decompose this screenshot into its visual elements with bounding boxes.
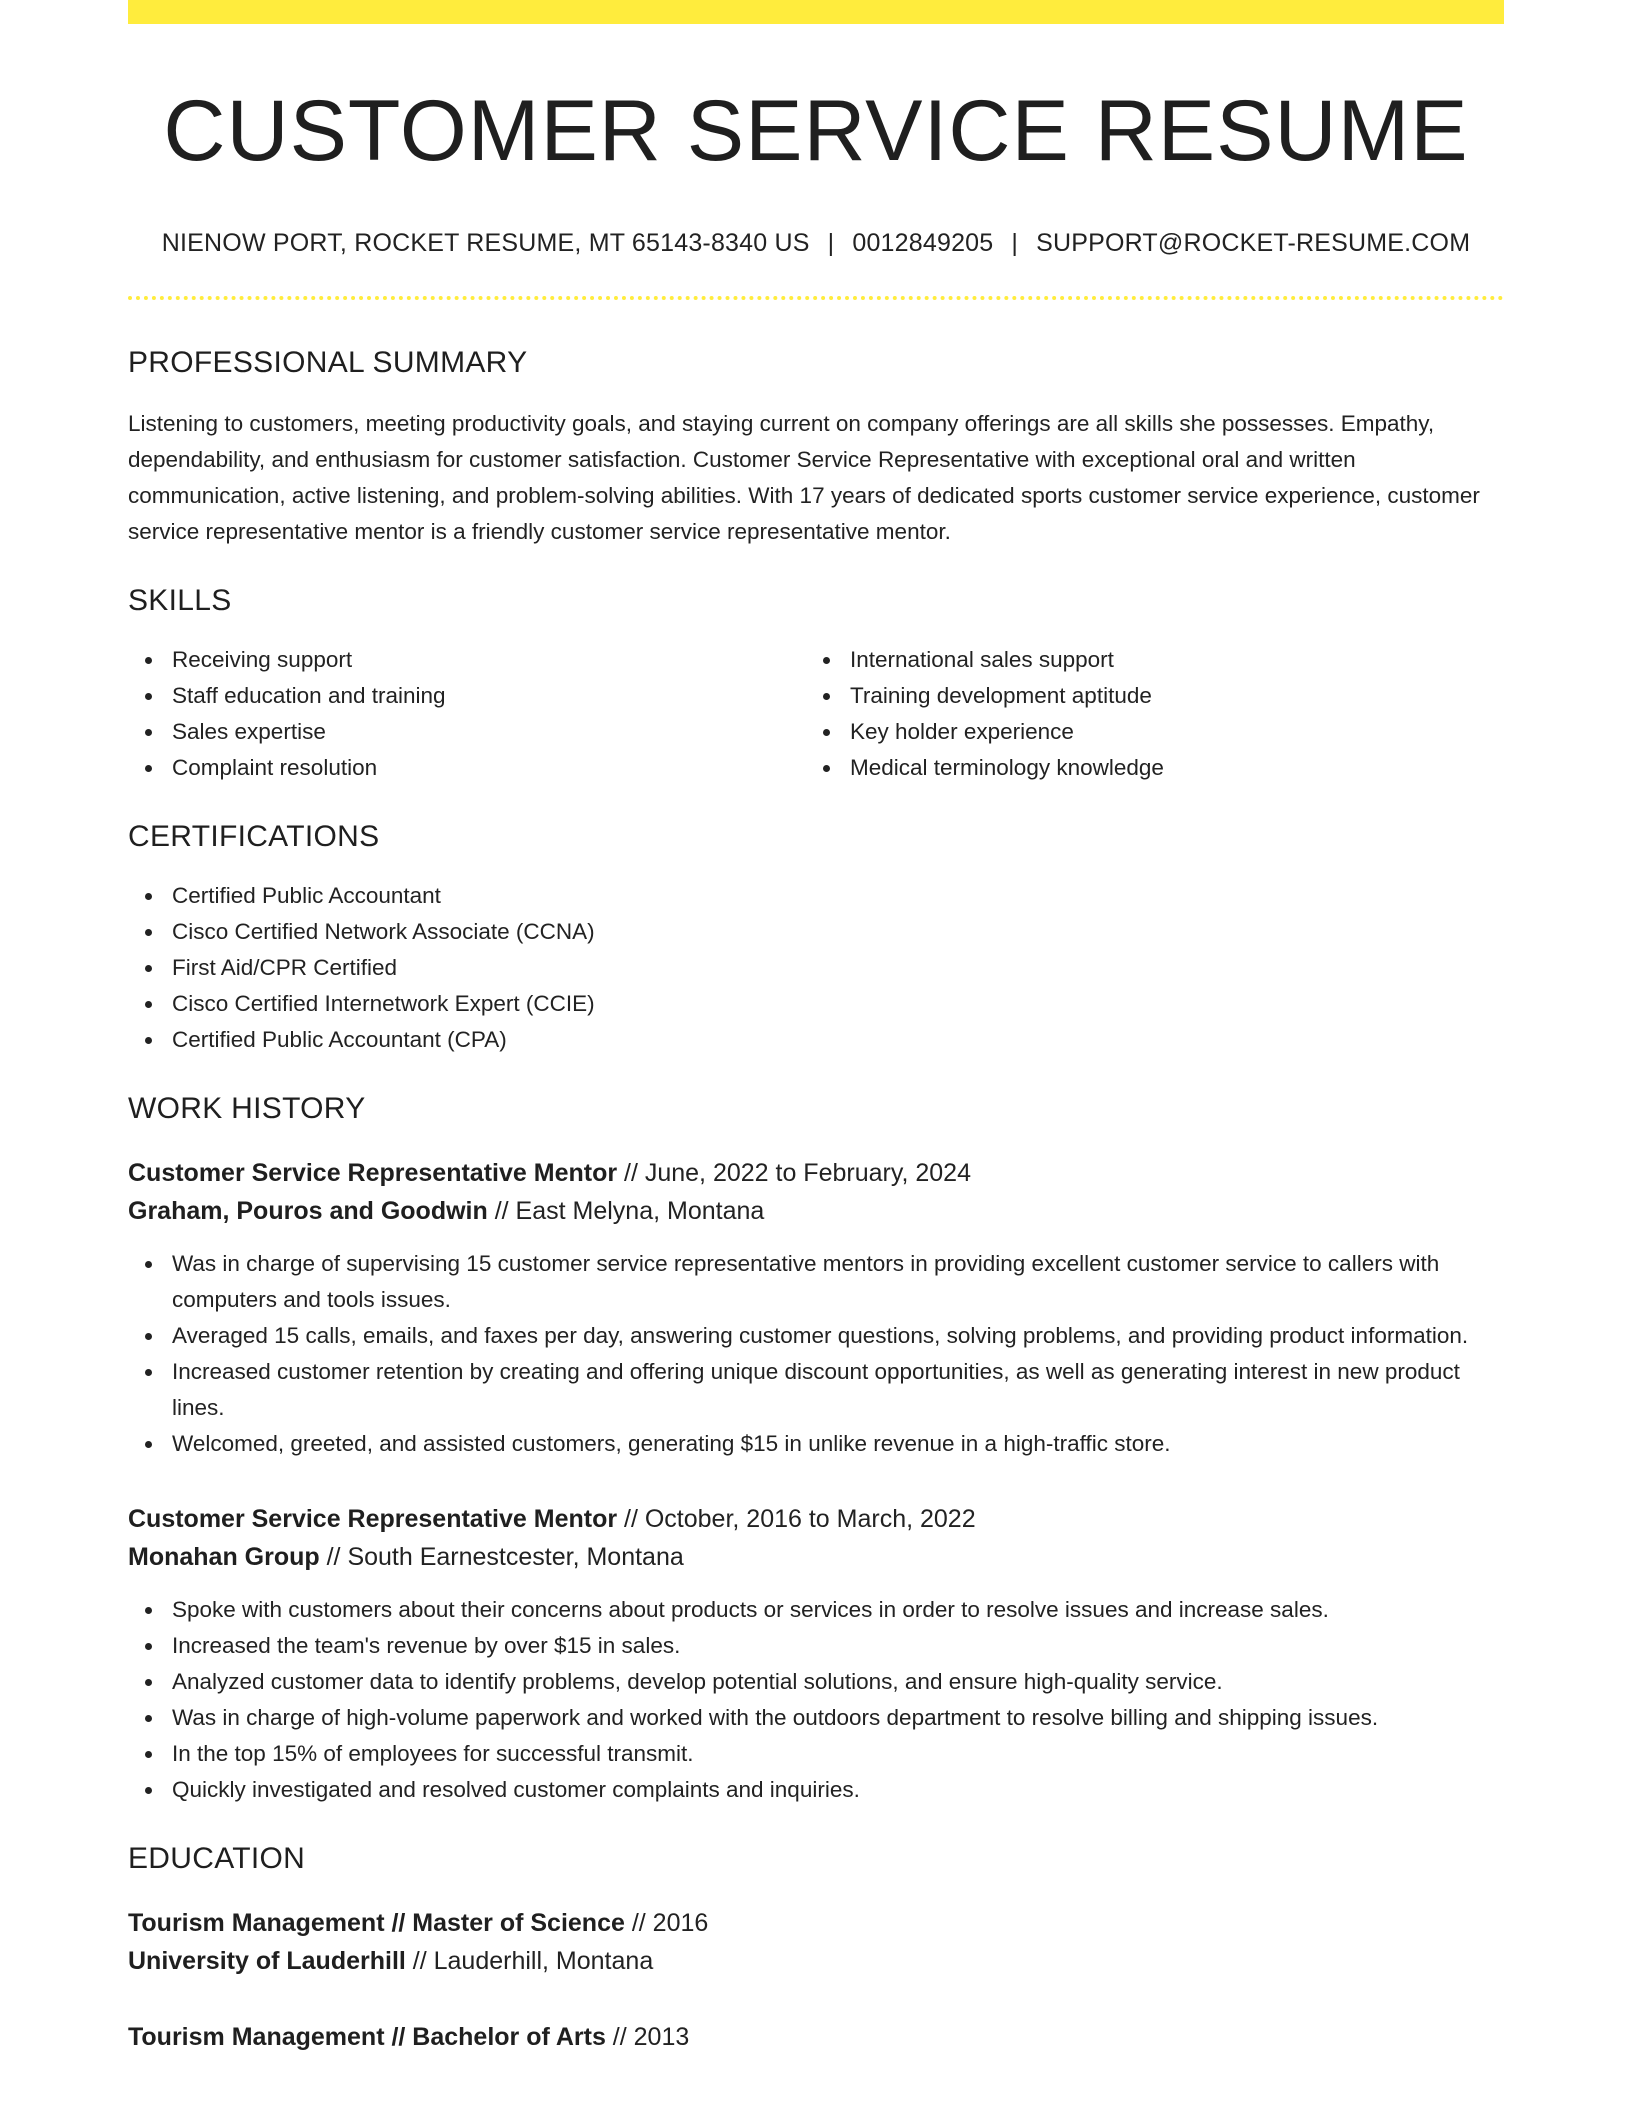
job-bullet: Spoke with customers about their concerns about products or services in order to resolve issues and increase sales. bbox=[172, 1592, 1504, 1628]
education-school-line bbox=[128, 1942, 1504, 1980]
certification-item: Certified Public Accountant (CPA) bbox=[172, 1022, 1504, 1058]
job-dates: // October, 2016 to March, 2022 bbox=[617, 1504, 976, 1533]
education-location: // Lauderhill, Montana bbox=[405, 1946, 654, 1975]
education-degree: Tourism Management // Bachelor of Arts bbox=[128, 2022, 606, 2051]
contact-separator: | bbox=[1011, 228, 1019, 257]
skills-column-1 bbox=[128, 642, 806, 786]
skill-item: Complaint resolution bbox=[172, 750, 806, 786]
contact-separator: | bbox=[827, 228, 835, 257]
job-bullet: Welcomed, greeted, and assisted customers, generating $15 in unlike revenue in a high-traffic store. bbox=[172, 1426, 1504, 1462]
dotted-divider bbox=[128, 296, 1504, 300]
job-company: Monahan Group bbox=[128, 1542, 320, 1571]
job-bullet: Quickly investigated and resolved customer complaints and inquiries. bbox=[172, 1772, 1504, 1808]
certification-item: First Aid/CPR Certified bbox=[172, 950, 1504, 986]
education-entry bbox=[128, 1904, 1504, 1980]
skills-grid bbox=[128, 642, 1504, 786]
certification-item: Certified Public Accountant bbox=[172, 878, 1504, 914]
skills-heading: SKILLS bbox=[128, 583, 232, 617]
contact-address: NIENOW PORT, ROCKET RESUME, MT 65143-8340 US bbox=[161, 228, 810, 257]
education-year: // 2013 bbox=[605, 2022, 690, 2051]
work-history-heading: WORK HISTORY bbox=[128, 1091, 366, 1125]
education-degree: Tourism Management // Master of Science bbox=[128, 1908, 625, 1937]
job-dates: // June, 2022 to February, 2024 bbox=[617, 1158, 971, 1187]
certifications-list bbox=[128, 878, 1504, 1058]
job-bullet: Increased the team's revenue by over $15 in sales. bbox=[172, 1628, 1504, 1664]
certification-item: Cisco Certified Network Associate (CCNA) bbox=[172, 914, 1504, 950]
job-bullets bbox=[128, 1246, 1504, 1462]
education-heading: EDUCATION bbox=[128, 1841, 306, 1875]
job-location: // East Melyna, Montana bbox=[487, 1196, 765, 1225]
job-title-line bbox=[128, 1500, 1504, 1538]
job-bullet: In the top 15% of employees for successful transmit. bbox=[172, 1736, 1504, 1772]
contact-phone[interactable]: 0012849205 bbox=[852, 228, 994, 257]
education-school: University of Lauderhill bbox=[128, 1946, 406, 1975]
job-bullet: Analyzed customer data to identify problems, develop potential solutions, and ensure high-quality service. bbox=[172, 1664, 1504, 1700]
skill-item: Medical terminology knowledge bbox=[850, 750, 1484, 786]
job-bullet: Was in charge of high-volume paperwork and worked with the outdoors department to resolve billing and shipping issues. bbox=[172, 1700, 1504, 1736]
job-bullet: Increased customer retention by creating and offering unique discount opportunities, as well as generating interest in new product lines. bbox=[172, 1354, 1504, 1426]
education-degree-line bbox=[128, 1904, 1504, 1942]
contact-line bbox=[128, 229, 1504, 258]
job-bullet: Averaged 15 calls, emails, and faxes per day, answering customer questions, solving problems, and providing product information. bbox=[172, 1318, 1504, 1354]
skill-item: Sales expertise bbox=[172, 714, 806, 750]
top-accent-bar bbox=[128, 0, 1504, 24]
job-location: // South Earnestcester, Montana bbox=[319, 1542, 684, 1571]
job-entry bbox=[128, 1500, 1504, 1808]
job-company: Graham, Pouros and Goodwin bbox=[128, 1196, 488, 1225]
certifications-heading: CERTIFICATIONS bbox=[128, 819, 380, 853]
job-company-line bbox=[128, 1538, 1504, 1576]
skill-item: Training development aptitude bbox=[850, 678, 1484, 714]
education-degree-line bbox=[128, 2018, 1504, 2056]
certification-item: Cisco Certified Internetwork Expert (CCIE) bbox=[172, 986, 1504, 1022]
resume-title: CUSTOMER SERVICE RESUME bbox=[163, 83, 1469, 179]
skill-item: Key holder experience bbox=[850, 714, 1484, 750]
job-bullet: Was in charge of supervising 15 customer service representative mentors in providing excellent customer service to callers with computers and tools issues. bbox=[172, 1246, 1504, 1318]
job-title: Customer Service Representative Mentor bbox=[128, 1504, 618, 1533]
education-entry bbox=[128, 2018, 1504, 2056]
contact-email[interactable]: SUPPORT@ROCKET-RESUME.COM bbox=[1036, 228, 1471, 257]
education-year: // 2016 bbox=[624, 1908, 709, 1937]
job-company-line bbox=[128, 1192, 1504, 1230]
resume-page bbox=[128, 0, 1504, 2056]
summary-heading: PROFESSIONAL SUMMARY bbox=[128, 345, 528, 379]
job-title-line bbox=[128, 1154, 1504, 1192]
skill-item: International sales support bbox=[850, 642, 1484, 678]
skills-column-2 bbox=[806, 642, 1484, 786]
skill-item: Receiving support bbox=[172, 642, 806, 678]
job-entry bbox=[128, 1154, 1504, 1462]
job-bullets bbox=[128, 1592, 1504, 1808]
job-title: Customer Service Representative Mentor bbox=[128, 1158, 618, 1187]
skill-item: Staff education and training bbox=[172, 678, 806, 714]
summary-text: Listening to customers, meeting productivity goals, and staying current on company offerings are all skills she possesses. Empathy, dependability, and enthusiasm for customer satisfaction. Customer Service Representative with exceptional oral and written communication, active listening, and problem-solving abilities. With 17 years of dedicated sports customer service experience, customer service representative mentor is a friendly customer service representative mentor. bbox=[128, 410, 1480, 544]
